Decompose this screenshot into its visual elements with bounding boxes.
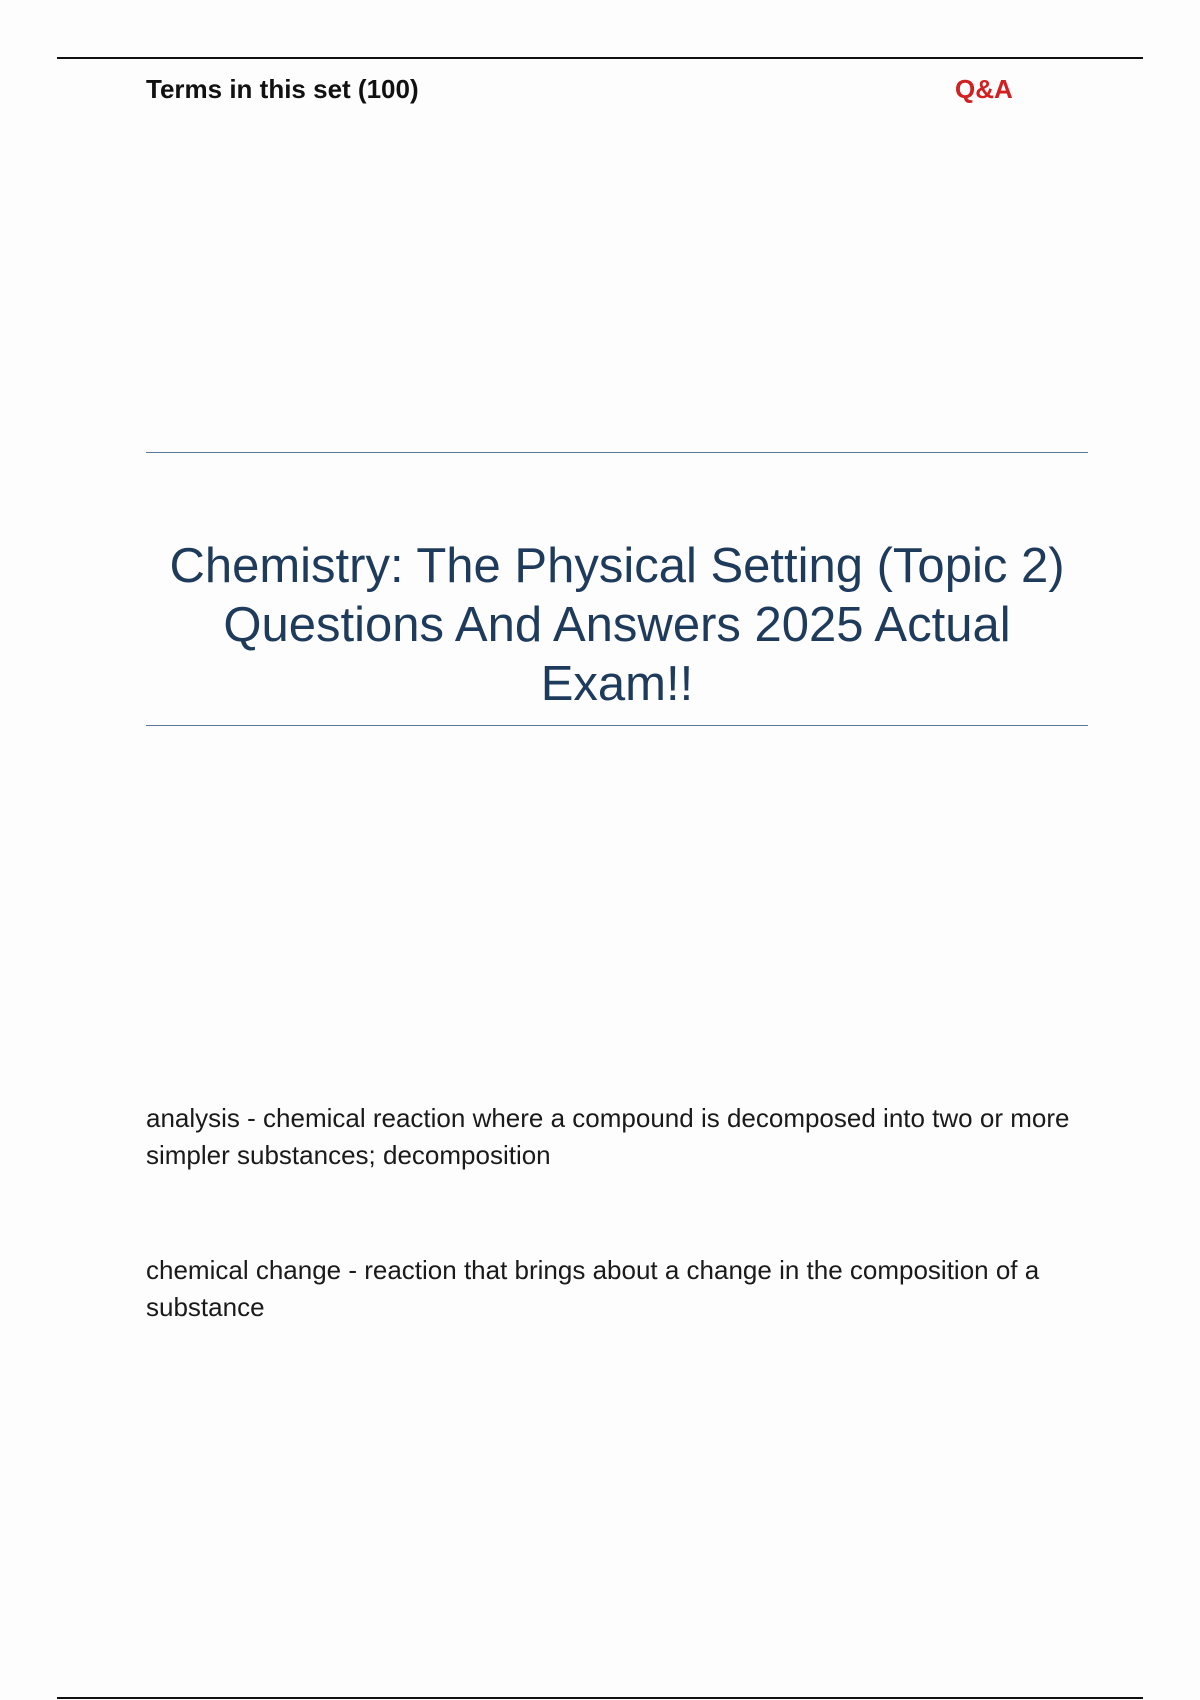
term-item: chemical change - reaction that brings about a change in the composition of a substance	[146, 1255, 1040, 1322]
top-rule	[57, 57, 1143, 59]
term-item: analysis - chemical reaction where a compound is decomposed into two or more simpler substances; decomposition	[146, 1103, 1070, 1170]
document-title: Chemistry: The Physical Setting (Topic 2) Questions And Answers 2025 Actual Exam!!	[169, 539, 1065, 711]
qa-badge: Q&A	[955, 74, 1013, 104]
terms-list	[146, 1100, 1086, 1326]
terms-count-label: Terms in this set (100)	[146, 74, 419, 104]
title-block	[146, 452, 1088, 726]
bottom-rule	[57, 1697, 1143, 1699]
